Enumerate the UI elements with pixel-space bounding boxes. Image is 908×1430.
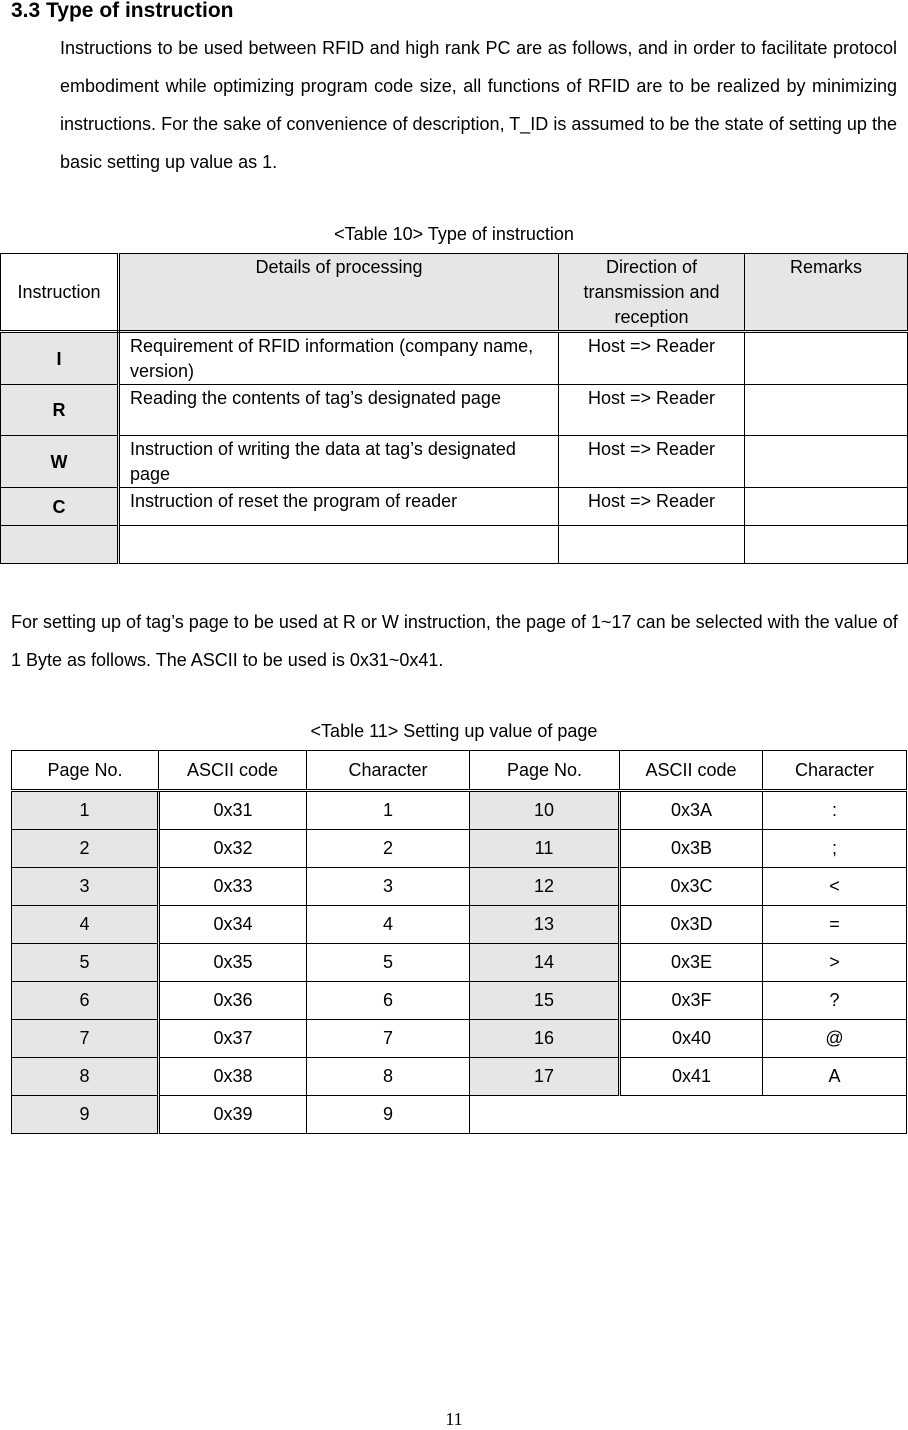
header-character: Character — [763, 751, 907, 791]
instruction-code: I — [1, 332, 119, 385]
instruction-details: Requirement of RFID information (company name, version) — [119, 332, 559, 385]
instruction-direction: Host => Reader — [559, 488, 745, 526]
page-no-cell: 16 — [470, 1020, 620, 1058]
instruction-details — [119, 526, 559, 564]
table-row — [1, 436, 908, 488]
character-cell: 7 — [307, 1020, 470, 1058]
intro-paragraph: Instructions to be used between RFID and high rank PC are as follows, and in order to facilitate protocol embodiment while optimizing program code size, all functions of RFID are to be realized by minimizing instructions. For the sake of convenience of description, T_ID is assumed to be the state of setting up the basic setting up value as 1. — [60, 38, 897, 172]
instruction-type-table — [0, 253, 908, 564]
instruction-details: Instruction of reset the program of reader — [119, 488, 559, 526]
section-heading: 3.3 Type of instruction — [11, 0, 234, 22]
ascii-code-cell: 0x35 — [159, 944, 307, 982]
table-row — [12, 1096, 907, 1134]
table-header-row — [12, 751, 907, 791]
character-cell: ; — [763, 830, 907, 868]
page-no-cell: 7 — [12, 1020, 159, 1058]
character-cell: = — [763, 906, 907, 944]
character-cell: ? — [763, 982, 907, 1020]
page-no-cell: 3 — [12, 868, 159, 906]
page-value-table — [11, 750, 907, 1134]
page-no-cell: 11 — [470, 830, 620, 868]
instruction-direction: Host => Reader — [559, 436, 745, 488]
character-cell: 4 — [307, 906, 470, 944]
instruction-details: Reading the contents of tag’s designated page — [119, 385, 559, 436]
page-no-cell: 13 — [470, 906, 620, 944]
table11-caption: <Table 11> Setting up value of page — [310, 721, 598, 741]
table-row — [12, 906, 907, 944]
instruction-remarks — [745, 385, 908, 436]
character-cell: 6 — [307, 982, 470, 1020]
character-cell: < — [763, 868, 907, 906]
ascii-code-cell: 0x3C — [620, 868, 763, 906]
ascii-code-cell: 0x39 — [159, 1096, 307, 1134]
page-no-cell: 9 — [12, 1096, 159, 1134]
ascii-code-cell: 0x32 — [159, 830, 307, 868]
instruction-code: W — [1, 436, 119, 488]
table-row — [12, 830, 907, 868]
character-cell: 8 — [307, 1058, 470, 1096]
page-no-cell: 4 — [12, 906, 159, 944]
instruction-direction — [559, 526, 745, 564]
table-row — [12, 1058, 907, 1096]
table-row — [12, 1020, 907, 1058]
ascii-code-cell: 0x3E — [620, 944, 763, 982]
character-cell: > — [763, 944, 907, 982]
instruction-details: Instruction of writing the data at tag’s designated page — [119, 436, 559, 488]
page-selection-paragraph: For setting up of tag’s page to be used at R or W instruction, the page of 1~17 can be selected with the value of 1 Byte as follows. The ASCII to be used is 0x31~0x41. — [11, 612, 898, 670]
ascii-code-cell: 0x31 — [159, 791, 307, 830]
table-row — [12, 944, 907, 982]
ascii-code-cell: 0x3D — [620, 906, 763, 944]
ascii-code-cell: 0x40 — [620, 1020, 763, 1058]
header-remarks: Remarks — [745, 254, 908, 332]
instruction-code: C — [1, 488, 119, 526]
ascii-code-cell: 0x36 — [159, 982, 307, 1020]
ascii-code-cell: 0x38 — [159, 1058, 307, 1096]
page-no-cell: 8 — [12, 1058, 159, 1096]
table-row — [1, 332, 908, 385]
instruction-remarks — [745, 332, 908, 385]
header-details: Details of processing — [119, 254, 559, 332]
instruction-code — [1, 526, 119, 564]
character-cell: 2 — [307, 830, 470, 868]
page-no-cell: 10 — [470, 791, 620, 830]
page-no-cell: 6 — [12, 982, 159, 1020]
ascii-code-cell: 0x41 — [620, 1058, 763, 1096]
character-cell: : — [763, 791, 907, 830]
instruction-code: R — [1, 385, 119, 436]
ascii-code-cell: 0x3B — [620, 830, 763, 868]
header-character: Character — [307, 751, 470, 791]
instruction-direction: Host => Reader — [559, 385, 745, 436]
ascii-code-cell: 0x34 — [159, 906, 307, 944]
table10-caption: <Table 10> Type of instruction — [334, 224, 574, 244]
header-page-no: Page No. — [470, 751, 620, 791]
table-row — [1, 385, 908, 436]
instruction-direction: Host => Reader — [559, 332, 745, 385]
character-cell: A — [763, 1058, 907, 1096]
header-page-no: Page No. — [12, 751, 159, 791]
character-cell: 5 — [307, 944, 470, 982]
header-instruction: Instruction — [1, 254, 119, 332]
header-ascii-code: ASCII code — [159, 751, 307, 791]
ascii-code-cell: 0x37 — [159, 1020, 307, 1058]
ascii-code-cell: 0x33 — [159, 868, 307, 906]
table-row — [12, 868, 907, 906]
ascii-code-cell: 0x3A — [620, 791, 763, 830]
page-no-cell: 15 — [470, 982, 620, 1020]
page-no-cell: 5 — [12, 944, 159, 982]
character-cell: 1 — [307, 791, 470, 830]
header-direction: Direction of transmission and reception — [559, 254, 745, 332]
table-row — [1, 526, 908, 564]
page-no-cell: 1 — [12, 791, 159, 830]
page-no-cell: 2 — [12, 830, 159, 868]
page-no-cell: 14 — [470, 944, 620, 982]
character-cell: @ — [763, 1020, 907, 1058]
table-row — [1, 488, 908, 526]
character-cell: 9 — [307, 1096, 470, 1134]
instruction-remarks — [745, 488, 908, 526]
instruction-remarks — [745, 436, 908, 488]
page-number: 11 — [445, 1409, 463, 1429]
page-no-cell: 17 — [470, 1058, 620, 1096]
ascii-code-cell: 0x3F — [620, 982, 763, 1020]
header-ascii-code: ASCII code — [620, 751, 763, 791]
table-row — [12, 791, 907, 830]
table-row — [12, 982, 907, 1020]
instruction-remarks — [745, 526, 908, 564]
empty-cell — [470, 1096, 907, 1134]
page-no-cell: 12 — [470, 868, 620, 906]
character-cell: 3 — [307, 868, 470, 906]
